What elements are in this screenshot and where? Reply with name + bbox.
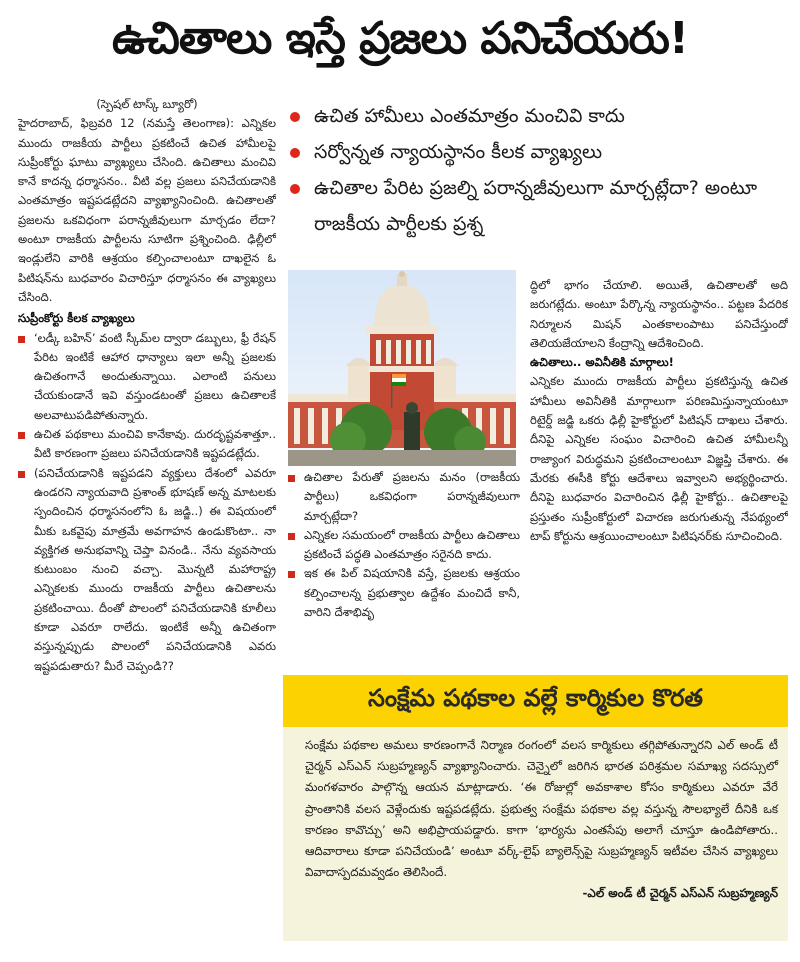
sidebar-box-body <box>283 727 788 941</box>
list-item-text: ఇక ఈ పిల్ విషయానికి వస్తే, ప్రజలకు ఆశ్రయం కల్పించాలన్న ప్రభుత్వాల ఉద్దేశం మంచిదే కానీ, వారిని దేశాభివృ <box>304 566 520 620</box>
intro-paragraph: హైదరాబాద్, ఫిబ్రవరి 12 (నమస్తే తెలంగాణ): ఎన్నికల ముందు రాజకీయ పార్టీలు ప్రకటించే ఉచిత హామీలపై సుప్రీంకోర్టు ఘాటు వ్యాఖ్యలు చేసింది. ఉచితాలు మంచివి కానే కాదన్న ధర్మాసనం.. వీటి వల్ల ప్రజలు పనిచేయడానికి ఎంతమాత్రం ఇష్టపడట్లేదని వ్యాఖ్యానించింది. ఉచితాలతో ప్రజలను ఒకవిధంగా పరాన్నజీవులుగా మార్చడం లేదా? అంటూ రాజకీయ పార్టీలను సూటిగా ప్రశ్నించింది. ఢిల్లీలో ఇండ్లులేని వారికి ఆశ్రయం కల్పించాలంటూ దాఖలైన ఓ పిటిషన్‌ను బుధవారం విచారిస్తూ ధర్మాసనం ఈ వ్యాఖ్యలు చేసింది. <box>18 116 276 304</box>
square-bullet-icon <box>288 533 295 540</box>
list-item <box>18 425 276 464</box>
list-item-text: ఉచితాల పేరుతో ప్రజలను మనం (రాజకీయ పార్టీలు) ఒకవిధంగా పరాన్నజీవులుగా మార్చట్లేదా? <box>304 470 520 523</box>
square-bullet-icon <box>18 471 25 478</box>
red-dot-icon <box>290 112 300 122</box>
list-item-text: (పనిచేయడానికి ఇష్టపడని వ్యక్తులు దేశంలో ఎవరూ ఉండరని న్యాయవాది ప్రశాంత్ భూషణ్ అన్న మాటలకు స్పందించిన ధర్మాసనంలోని ఓ జడ్జి..) ఈ విషయంలో మీకు ఒకవైపు మాత్రమే అవగాహన ఉండుకొంటా.. నా వ్యక్తిగత అనుభవాన్ని చెప్తా వినండి.. నేను వ్యవసాయ కుటుంబం నుంచి వచ్చా. మొన్నటి మహారాష్ట్ర ఎన్నికలకు ముందు రాజకీయ పార్టీలు ఉచితాలను ప్రకటించాయి. దీంతో పొలంలో పనిచేయడానికి కూలీలు కూడా ఎవరూ రాలేదు. ఇంటికే అన్నీ ఉచితంగా వస్తున్నప్పుడు పొలంలో పనిచేయడానికి ఎవరు ఇష్టపడుతారు? మీరే చెప్పండి?? <box>34 465 276 673</box>
court-remarks-list <box>18 329 276 676</box>
highlights-list <box>290 98 790 268</box>
list-item <box>288 468 520 526</box>
section-subhead: సుప్రీంకోర్టు కీలక వ్యాఖ్యలు <box>18 311 135 326</box>
red-dot-icon <box>290 184 300 194</box>
sidebar-box-title: సంక్షేమ పథకాల వల్లే కార్మికుల కొరత <box>283 675 788 727</box>
square-bullet-icon <box>18 432 25 439</box>
red-dot-icon <box>290 148 300 158</box>
photo-captions-list <box>288 468 520 660</box>
headline: ఉచితాలు ఇస్తే ప్రజలు పనిచేయరు! <box>112 13 688 64</box>
sidebar-box-signature: -ఎల్ అండ్ టీ చైర్మన్ ఎస్ఎన్ సుబ్రహ్మణ్యన్ <box>582 886 778 901</box>
list-item <box>288 564 520 622</box>
list-item-text: ‘లడ్కీ బహిన్’ వంటి స్కీమ్‌ల ద్వారా డబ్బులు, ఫ్రీ రేషన్ పేరిట ఇంటికే ఆహార ధాన్యాలు ఇలా అన్నీ ప్రజలకు ఉచితంగానే అందుతున్నాయి. ఎలాంటి పనులు చేయకుండానే ఇవి వస్తుండటంతో ప్రజలు ఉచితాలకే అలవాటుపడిపోతున్నారు. <box>34 330 276 422</box>
list-item-text: ఎన్నికల సమయంలో రాజకీయ పార్టీలు ఉచితాలు ప్రకటించే పద్ధతి ఎంతమాత్రం సరైనది కాదు. <box>304 527 520 562</box>
supreme-court-photo <box>288 270 516 466</box>
right-column <box>530 276 788 666</box>
highlight-text: ఉచిత హామీలు ఎంతమాత్రం మంచివి కాదు <box>314 105 625 127</box>
highlight-item <box>290 98 790 134</box>
left-column <box>18 95 276 955</box>
highlight-text: సర్వోన్నత న్యాయస్థానం కీలక వ్యాఖ్యలు <box>314 141 603 163</box>
highlight-text: ఉచితాల పేరిట ప్రజల్ని పరాన్నజీవులుగా మార్చట్లేదా? అంటూ రాజకీయ పార్టీలకు ప్రశ్న <box>314 177 758 235</box>
square-bullet-icon <box>288 571 295 578</box>
highlight-item <box>290 134 790 170</box>
list-item-text: ఉచిత పథకాలు మంచివి కానేకావు. దురదృష్టవశాత్తూ.. వీటి కారణంగా ప్రజలు పనిచేయడానికి ఇష్టపడట్లేదు. <box>34 427 276 461</box>
right-paragraph-2: ఎన్నికల ముందు రాజకీయ పార్టీలు ప్రకటిస్తున్న ఉచిత హామీలు అవినీతికి మార్గాలుగా పరిణమిస్తున్నాయంటూ రిటైర్డ్ జడ్జి ఒకరు ఢిల్లీ హైకోర్టులో పిటిషన్ దాఖలు చేశారు. దీనిపై ఎన్నికల సంఘం విచారించి ఉచిత హామీలన్నీ రాజ్యాంగ విరుద్ధమని ప్రకటించాలంటూ విజ్ఞప్తి చేశారు. ఈ మేరకు ఈసీకి కోర్టు ఆదేశాలు ఇవ్వాలని అభ్యర్థించారు. దీనిపై బుధవారం విచారించిన ఢిల్లీ హైకోర్టు.. ఉచితాలపై ప్రస్తుతం సుప్రీంకోర్టులో విచారణ జరుగుతున్న నేపథ్యంలో టాప్ కోర్టును ఆశ్రయించాలంటూ పిటిషనర్‌కు సూచించింది. <box>530 374 788 543</box>
list-item <box>18 464 276 676</box>
list-item <box>288 526 520 565</box>
square-bullet-icon <box>18 336 25 343</box>
section-subhead: ఉచితాలు.. అవినీతికి మార్గాలు! <box>530 355 674 370</box>
supreme-court-building-icon <box>288 270 516 466</box>
byline: (స్పెషల్ టాస్క్ బ్యూరో) <box>96 97 198 111</box>
square-bullet-icon <box>288 475 295 482</box>
highlight-item <box>290 170 790 242</box>
right-paragraph-1: ద్ధిలో భాగం చేయాలి. అయితే, ఉచితాలతో అది జరుగట్లేదు. అంటూ పేర్కొన్న న్యాయస్థానం.. పట్టణ పేదరిక నిర్మూలన మిషన్ ఎంతకాలంపాటు పనిచేస్తుందో తెలియజేయాలని కేంద్రాన్ని ఆదేశించింది. <box>530 278 788 350</box>
sidebar-box-text: సంక్షేమ పథకాల అమలు కారణంగానే నిర్మాణ రంగంలో వలస కార్మికులు తగ్గిపోతున్నారని ఎల్ అండ్ టీ చైర్మన్ ఎస్ఎన్ సుబ్రహ్మణ్యన్ వ్యాఖ్యానించారు. చెన్నైలో జరిగిన భారత పరిశ్రమల సమాఖ్య సదస్సులో మంగళవారం పాల్గొన్న ఆయన మాట్లాడారు. ‘ఈ రోజుల్లో అవకాశాల కోసం కార్మికులు ఎవరూ వేరే ప్రాంతానికి వలస వెళ్లేందుకు ఇష్టపడట్లేదు. ప్రభుత్వ సంక్షేమ పథకాల వల్ల వస్తున్న సౌలభ్యాలే దీనికి ఒక కారణం కావొచ్చు’ అని అభిప్రాయపడ్డారు. కాగా ‘భార్యను ఎంతసేపు అలాగే చూస్తూ ఉండిపోతారు.. ఆదివారాలు కూడా పనిచేయండి’ అంటూ వర్క్-లైఫ్ బ్యాలెన్స్‌పై సుబ్రహ్మణ్యన్ ఇటీవల చేసిన వ్యాఖ్యలు వివాదాస్పదమవ్వడం తెలిసిందే. <box>305 738 778 880</box>
list-item <box>18 329 276 425</box>
